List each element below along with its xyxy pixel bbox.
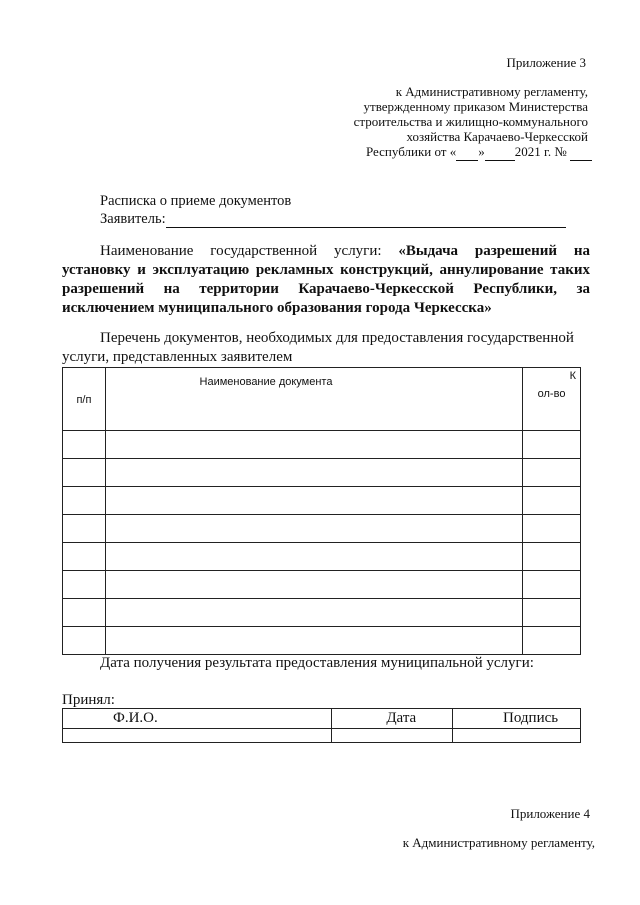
service-name-start: «Выдача разрешений на (398, 243, 590, 259)
signature-cell[interactable] (453, 729, 581, 743)
row-number-cell[interactable] (63, 431, 106, 459)
col-header-date: Дата (332, 709, 453, 729)
month-blank (485, 145, 515, 161)
date-line-mid: » (478, 144, 485, 159)
service-line-4: исключением муниципального образования города Черкесска» (62, 300, 492, 316)
service-label: Наименование государственной услуги: (100, 243, 382, 259)
row-document-cell[interactable] (105, 543, 522, 571)
row-document-cell[interactable] (105, 431, 522, 459)
documents-intro-line-2: услуги, представленных заявителем (62, 349, 293, 365)
appendix-3-line-4: хозяйства Карачаево-Черкесской (406, 129, 588, 144)
row-document-cell[interactable] (105, 571, 522, 599)
appendix-4-title: Приложение 4 (510, 806, 590, 821)
row-document-cell[interactable] (105, 487, 522, 515)
documents-intro-line-1: Перечень документов, необходимых для предоставления государственной (100, 330, 574, 346)
row-number-cell[interactable] (63, 571, 106, 599)
result-date-label: Дата получения результата предоставления муниципальной услуги: (100, 655, 534, 671)
table-row (63, 627, 581, 655)
appendix-3-line-3: строительства и жилищно-коммунального (353, 114, 588, 129)
row-quantity-cell[interactable] (523, 515, 581, 543)
row-number-cell[interactable] (63, 627, 106, 655)
row-number-cell[interactable] (63, 459, 106, 487)
row-number-cell[interactable] (63, 599, 106, 627)
appendix-3-date-line (366, 145, 592, 161)
date-cell[interactable] (332, 729, 453, 743)
service-line-1 (100, 243, 590, 260)
table-row (63, 515, 581, 543)
row-quantity-cell[interactable] (523, 599, 581, 627)
row-quantity-cell[interactable] (523, 543, 581, 571)
table-row (63, 543, 581, 571)
table-row (63, 571, 581, 599)
applicant-label: Заявитель: (100, 211, 166, 227)
row-number-cell[interactable] (63, 515, 106, 543)
service-line-3: разрешений на территории Карачаево-Черкесской Республики, за (62, 281, 590, 297)
row-quantity-cell[interactable] (523, 487, 581, 515)
applicant-field[interactable] (166, 211, 566, 228)
col-header-signature: Подпись (453, 709, 581, 729)
day-blank (456, 145, 478, 161)
row-document-cell[interactable] (105, 515, 522, 543)
table-row (63, 599, 581, 627)
documents-table-header (63, 368, 581, 431)
accepted-table (62, 708, 581, 743)
table-row (63, 487, 581, 515)
documents-table (62, 367, 581, 655)
receipt-title: Расписка о приеме документов (100, 193, 292, 209)
accepted-table-header (63, 709, 581, 729)
row-document-cell[interactable] (105, 627, 522, 655)
row-document-cell[interactable] (105, 599, 522, 627)
col-header-document-name: Наименование документа (105, 368, 522, 431)
service-line-2: установку и эксплуатацию рекламных конструкций, аннулирование таких (62, 262, 590, 278)
date-line-prefix: Республики от « (366, 144, 457, 159)
table-row (63, 431, 581, 459)
accepted-table-row (63, 729, 581, 743)
row-quantity-cell[interactable] (523, 627, 581, 655)
date-line-year: 2021 г. № (514, 144, 567, 159)
appendix-4-line-1: к Административному регламенту, (402, 835, 595, 850)
col-header-full-name: Ф.И.О. (63, 709, 332, 729)
full-name-cell[interactable] (63, 729, 332, 743)
table-row (63, 459, 581, 487)
applicant-line (100, 211, 566, 228)
row-document-cell[interactable] (105, 459, 522, 487)
accepted-label: Принял: (62, 692, 115, 708)
row-number-cell[interactable] (63, 487, 106, 515)
col-header-number: п/п (63, 368, 106, 431)
appendix-3-line-1: к Административному регламенту, (395, 84, 588, 99)
row-quantity-cell[interactable] (523, 459, 581, 487)
appendix-3-title: Приложение 3 (506, 55, 586, 70)
number-blank (570, 145, 592, 161)
row-quantity-cell[interactable] (523, 571, 581, 599)
row-quantity-cell[interactable] (523, 431, 581, 459)
row-number-cell[interactable] (63, 543, 106, 571)
appendix-3-line-2: утвержденному приказом Министерства (363, 99, 588, 114)
col-header-quantity: К ол-во (523, 368, 581, 431)
